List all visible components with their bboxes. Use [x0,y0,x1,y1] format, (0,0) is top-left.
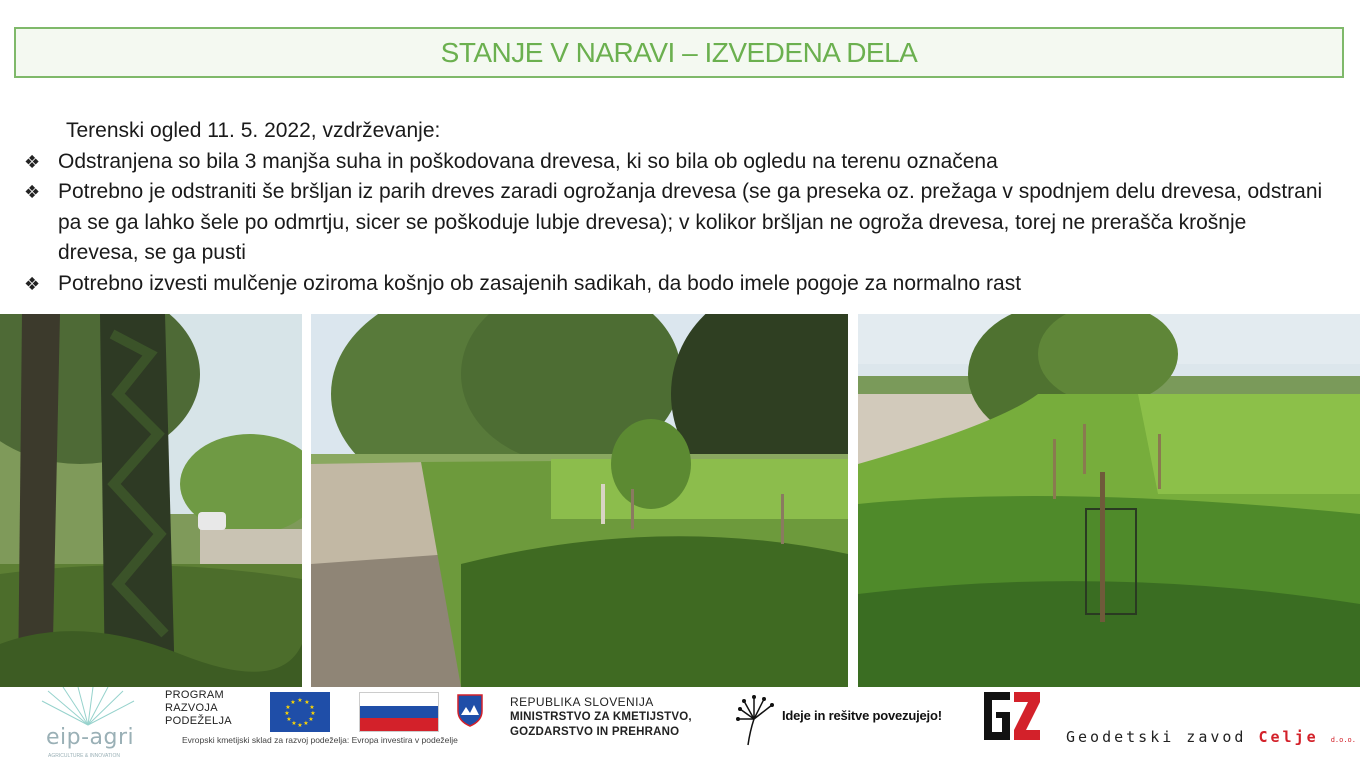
sunburst-icon [38,687,138,727]
footer-logos [0,687,1360,765]
prp-line-1: PROGRAM [165,689,224,701]
company-name-text: Geodetski zavod [1066,728,1247,746]
svg-text:★: ★ [297,697,303,704]
svg-text:★: ★ [291,720,297,727]
bullet-text: Potrebno je odstraniti še bršljan iz parih dreves zaradi ogrožanja drevesa (se ga preseka oz. prežaga v spodnjem delu drevesa, odstrani pa se ga lahko šele po odmrtju, sicer se poškoduje lubje drevesa); v kolikor bršljan ne ogroža drevesa, torej ne preraščа krošnje drevesa, se ga pusti [58,180,1323,264]
ministry-line-3: GOZDARSTVO IN PREHRANO [510,726,680,738]
svg-text:★: ★ [309,704,315,711]
dandelion-icon [734,691,778,747]
bullet-text: Potrebno izvesti mulčenje oziroma košnjo ob zasajenih sadikah, da bodo imele pogoje za normalno rast [58,271,1022,295]
svg-text:★: ★ [308,716,314,723]
coat-of-arms-icon [456,693,484,727]
slide-content [24,116,1324,299]
company-suffix: d.o.o. [1330,736,1356,744]
slide-title: STANJE V NARAVI – IZVEDENA DELA [440,36,918,68]
field-photo-saplings [858,314,1360,687]
eip-agri-logo [38,687,138,761]
svg-text:★: ★ [310,710,316,717]
field-photo-path-trees [311,314,848,687]
svg-text:★: ★ [303,720,309,727]
prp-line-2: RAZVOJA [165,702,218,714]
svg-text:★: ★ [286,716,292,723]
company-city: Celje [1258,728,1319,746]
svg-text:★: ★ [290,699,296,706]
geodetski-zavod-logo-icon [982,688,1042,744]
slide-title-box [14,27,1344,78]
svg-text:★: ★ [285,704,291,711]
bullet-item [24,147,1324,178]
ministry-line-2: MINISTRSTVO ZA KMETIJSTVO, [510,711,692,723]
svg-text:★: ★ [297,722,303,729]
svg-text:★: ★ [304,699,310,706]
ministry-logo [510,695,692,740]
svg-text:★: ★ [284,710,290,717]
bullet-text: Odstranjena so bila 3 manjša suha in poškodovana drevesa, ki so bila ob ogledu na terenu označena [58,149,998,173]
diamond-bullet-icon: ❖ [24,273,41,294]
eip-agri-tagline: AGRICULTURE & INNOVATION [48,753,120,759]
slovenia-flag-icon [359,692,439,732]
eu-flag-icon [270,692,330,732]
ministry-line-1: REPUBLIKA SLOVENIJA [510,695,654,709]
prp-caption: Evropski kmetijski sklad za razvoj podeželja: Evropa investira v podeželje [182,735,458,745]
company-name [1066,728,1356,746]
bullet-item [24,269,1324,300]
intro-line: Terenski ogled 11. 5. 2022, vzdrževanje: [66,119,441,142]
diamond-bullet-icon: ❖ [24,182,41,202]
prp-line-3: PODEŽELJA [165,715,232,727]
slogan-text: Ideje in rešitve povezujejo! [782,708,942,723]
field-photo-ivy-trees [0,314,302,687]
bullet-item [24,177,1324,269]
diamond-bullet-icon: ❖ [24,151,41,172]
prp-logo [165,689,245,728]
eip-agri-wordmark: eip-agri [46,725,135,750]
